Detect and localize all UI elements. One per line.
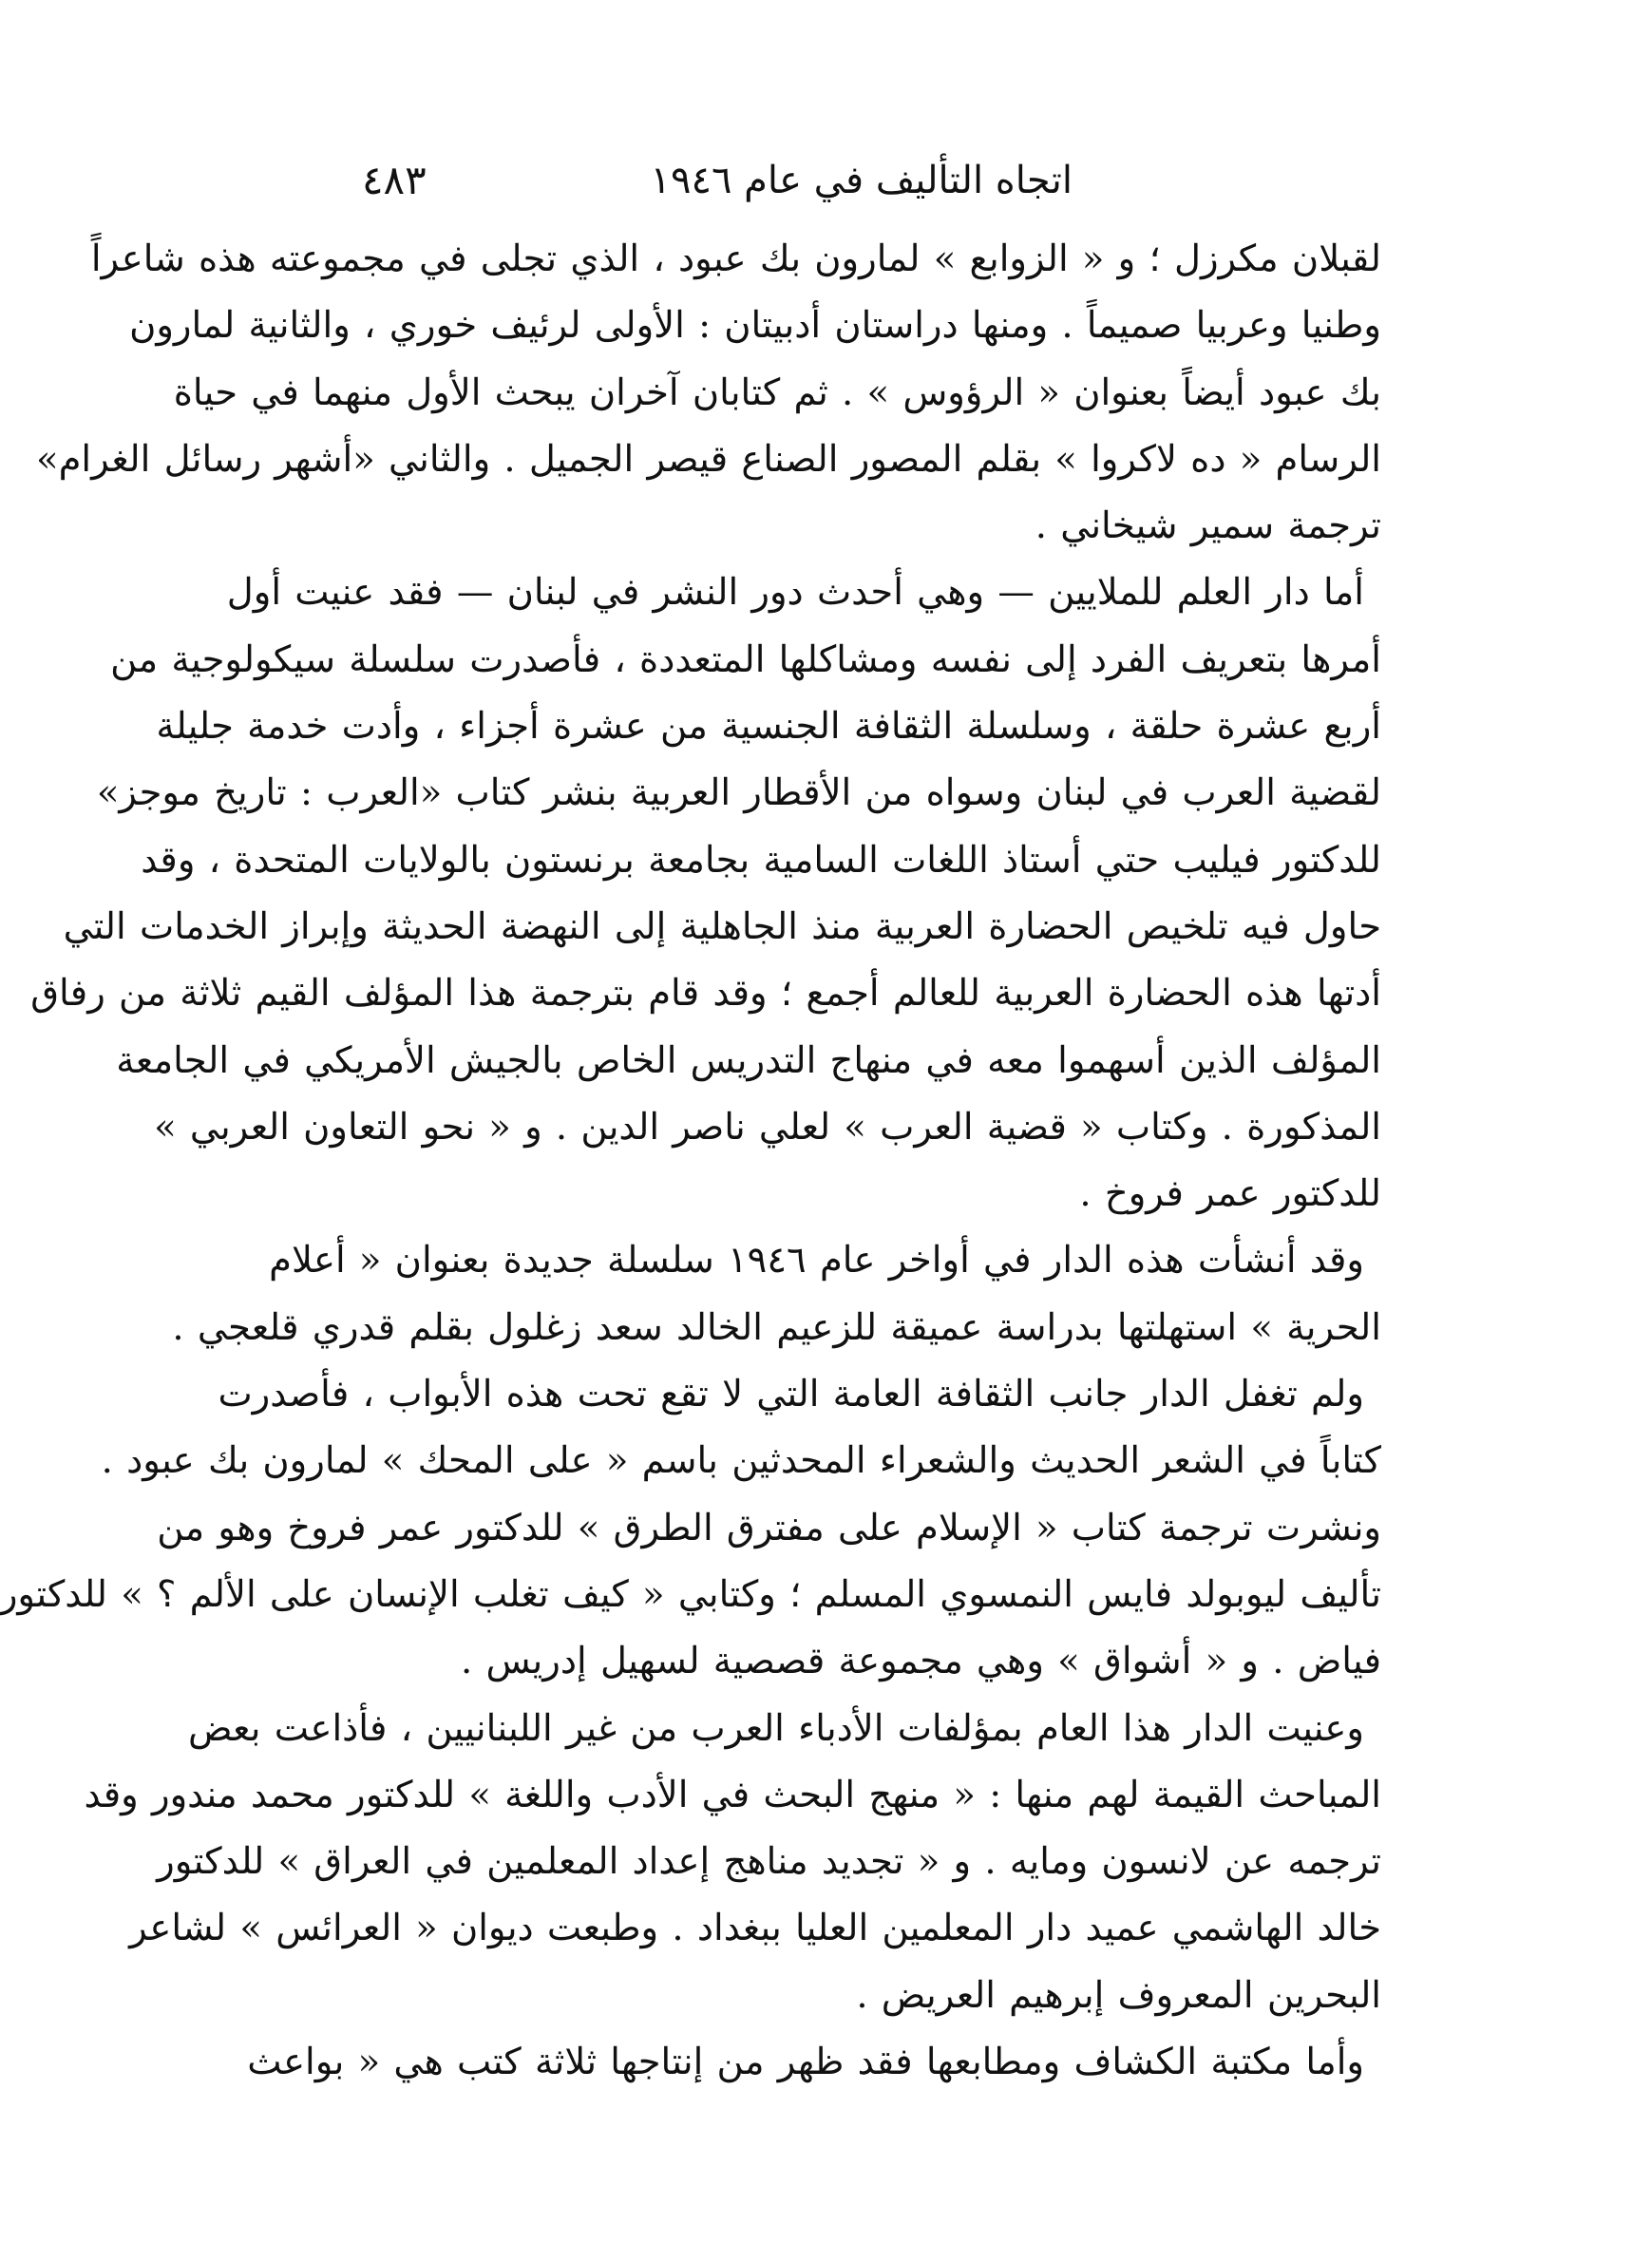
text-line: الرسام « ده لاكروا » بقلم المصور الصناع قيصر الجميل . والثاني «أشهر رسائل الغرام» [36, 437, 1381, 481]
running-head [324, 152, 1367, 209]
text-line: المؤلف الذين أسهموا معه في منهاج التدريس الخاص بالجيش الأمريكي في الجامعة [116, 1038, 1381, 1082]
text-line: ترجمه عن لانسون ومايه . و « تجديد مناهج إعداد المعلمين في العراق » للدكتور [157, 1840, 1381, 1884]
running-head-title: اتجاه التأليف في عام ١٩٤٦ [650, 159, 1073, 202]
text-line: أدتها هذه الحضارة العربية للعالم أجمع ؛ وقد قام بترجمة هذا المؤلف القيم ثلاثة من رفاق [30, 972, 1381, 1016]
text-line: المباحث القيمة لهم منها : « منهج البحث في الأدب واللغة » للدكتور محمد مندور وقد [84, 1773, 1381, 1816]
body-text [0, 226, 1381, 2096]
page-number: ٤٨٣ [362, 157, 427, 203]
text-line: ونشرت ترجمة كتاب « الإسلام على مفترق الطرق » للدكتور عمر فروخ وهو من [157, 1506, 1381, 1549]
text-line: ترجمة سمير شيخاني . [1035, 504, 1381, 548]
text-line: خالد الهاشمي عميد دار المعلمين العليا ببغداد . وطبعت ديوان « العرائس » لشاعر [129, 1907, 1381, 1950]
paragraph-start-line: وقد أنشأت هذه الدار في أواخر عام ١٩٤٦ سلسلة جديدة بعنوان « أعلام [269, 1239, 1364, 1282]
text-line: للدكتور فيليب حتي أستاذ اللغات السامية بجامعة برنستون بالولايات المتحدة ، وقد [141, 838, 1381, 882]
text-line: كتاباً في الشعر الحديث والشعراء المحدثين باسم « على المحك » لمارون بك عبود . [101, 1439, 1381, 1483]
text-line: البحرين المعروف إبرهيم العريض . [856, 1973, 1381, 2017]
paragraph-start-line: وأما مكتبة الكشاف ومطابعها فقد ظهر من إنتاجها ثلاثة كتب هي « بواعث [247, 2041, 1364, 2084]
text-line: الحرية » استهلتها بدراسة عميقة للزعيم الخالد سعد زغلول بقلم قدري قلعجي . [172, 1305, 1381, 1349]
paragraph-start-line: ولم تغفل الدار جانب الثقافة العامة التي لا تقع تحت هذه الأبواب ، فأصدرت [218, 1373, 1364, 1416]
paragraph-start-line: أما دار العلم للملايين — وهي أحدث دور النشر في لبنان — فقد عنيت أول [226, 571, 1364, 615]
text-line: فياض . و « أشواق » وهي مجموعة قصصية لسهيل إدريس . [461, 1640, 1381, 1683]
text-line: وطنيا وعربيا صميماً . ومنها دراستان أدبيتان : الأولى لرئيف خوري ، والثانية لمارون [129, 304, 1381, 348]
text-line: حاول فيه تلخيص الحضارة العربية منذ الجاهلية إلى النهضة الحديثة وإبراز الخدمات التي [63, 904, 1381, 948]
text-line: بك عبود أيضاً بعنوان « الرؤوس » . ثم كتابان آخران يبحث الأول منهما في حياة [173, 370, 1381, 414]
text-line: المذكورة . وكتاب « قضية العرب » لعلي ناصر الدين . و « نحو التعاون العربي » [154, 1105, 1381, 1149]
text-line: للدكتور عمر فروخ . [1079, 1172, 1381, 1216]
text-line: لقبلان مكرزل ؛ و « الزوابع » لمارون بك عبود ، الذي تجلى في مجموعته هذه شاعراً [90, 238, 1381, 280]
text-line: لقضية العرب في لبنان وسواه من الأقطار العربية بنشر كتاب «العرب : تاريخ موجز» [96, 771, 1381, 815]
text-line: تأليف ليوبولد فايس النمسوي المسلم ؛ وكتابي « كيف تغلب الإنسان على الألم ؟ » للدكتور [0, 1572, 1381, 1616]
text-line: أربع عشرة حلقة ، وسلسلة الثقافة الجنسية من عشرة أجزاء ، وأدت خدمة جليلة [156, 705, 1381, 749]
text-line: أمرها بتعريف الفرد إلى نفسه ومشاكلها المتعددة ، فأصدرت سلسلة سيكولوجية من [110, 637, 1381, 681]
paragraph-start-line: وعنيت الدار هذا العام بمؤلفات الأدباء العرب من غير اللبنانيين ، فأذاعت بعض [188, 1706, 1364, 1750]
